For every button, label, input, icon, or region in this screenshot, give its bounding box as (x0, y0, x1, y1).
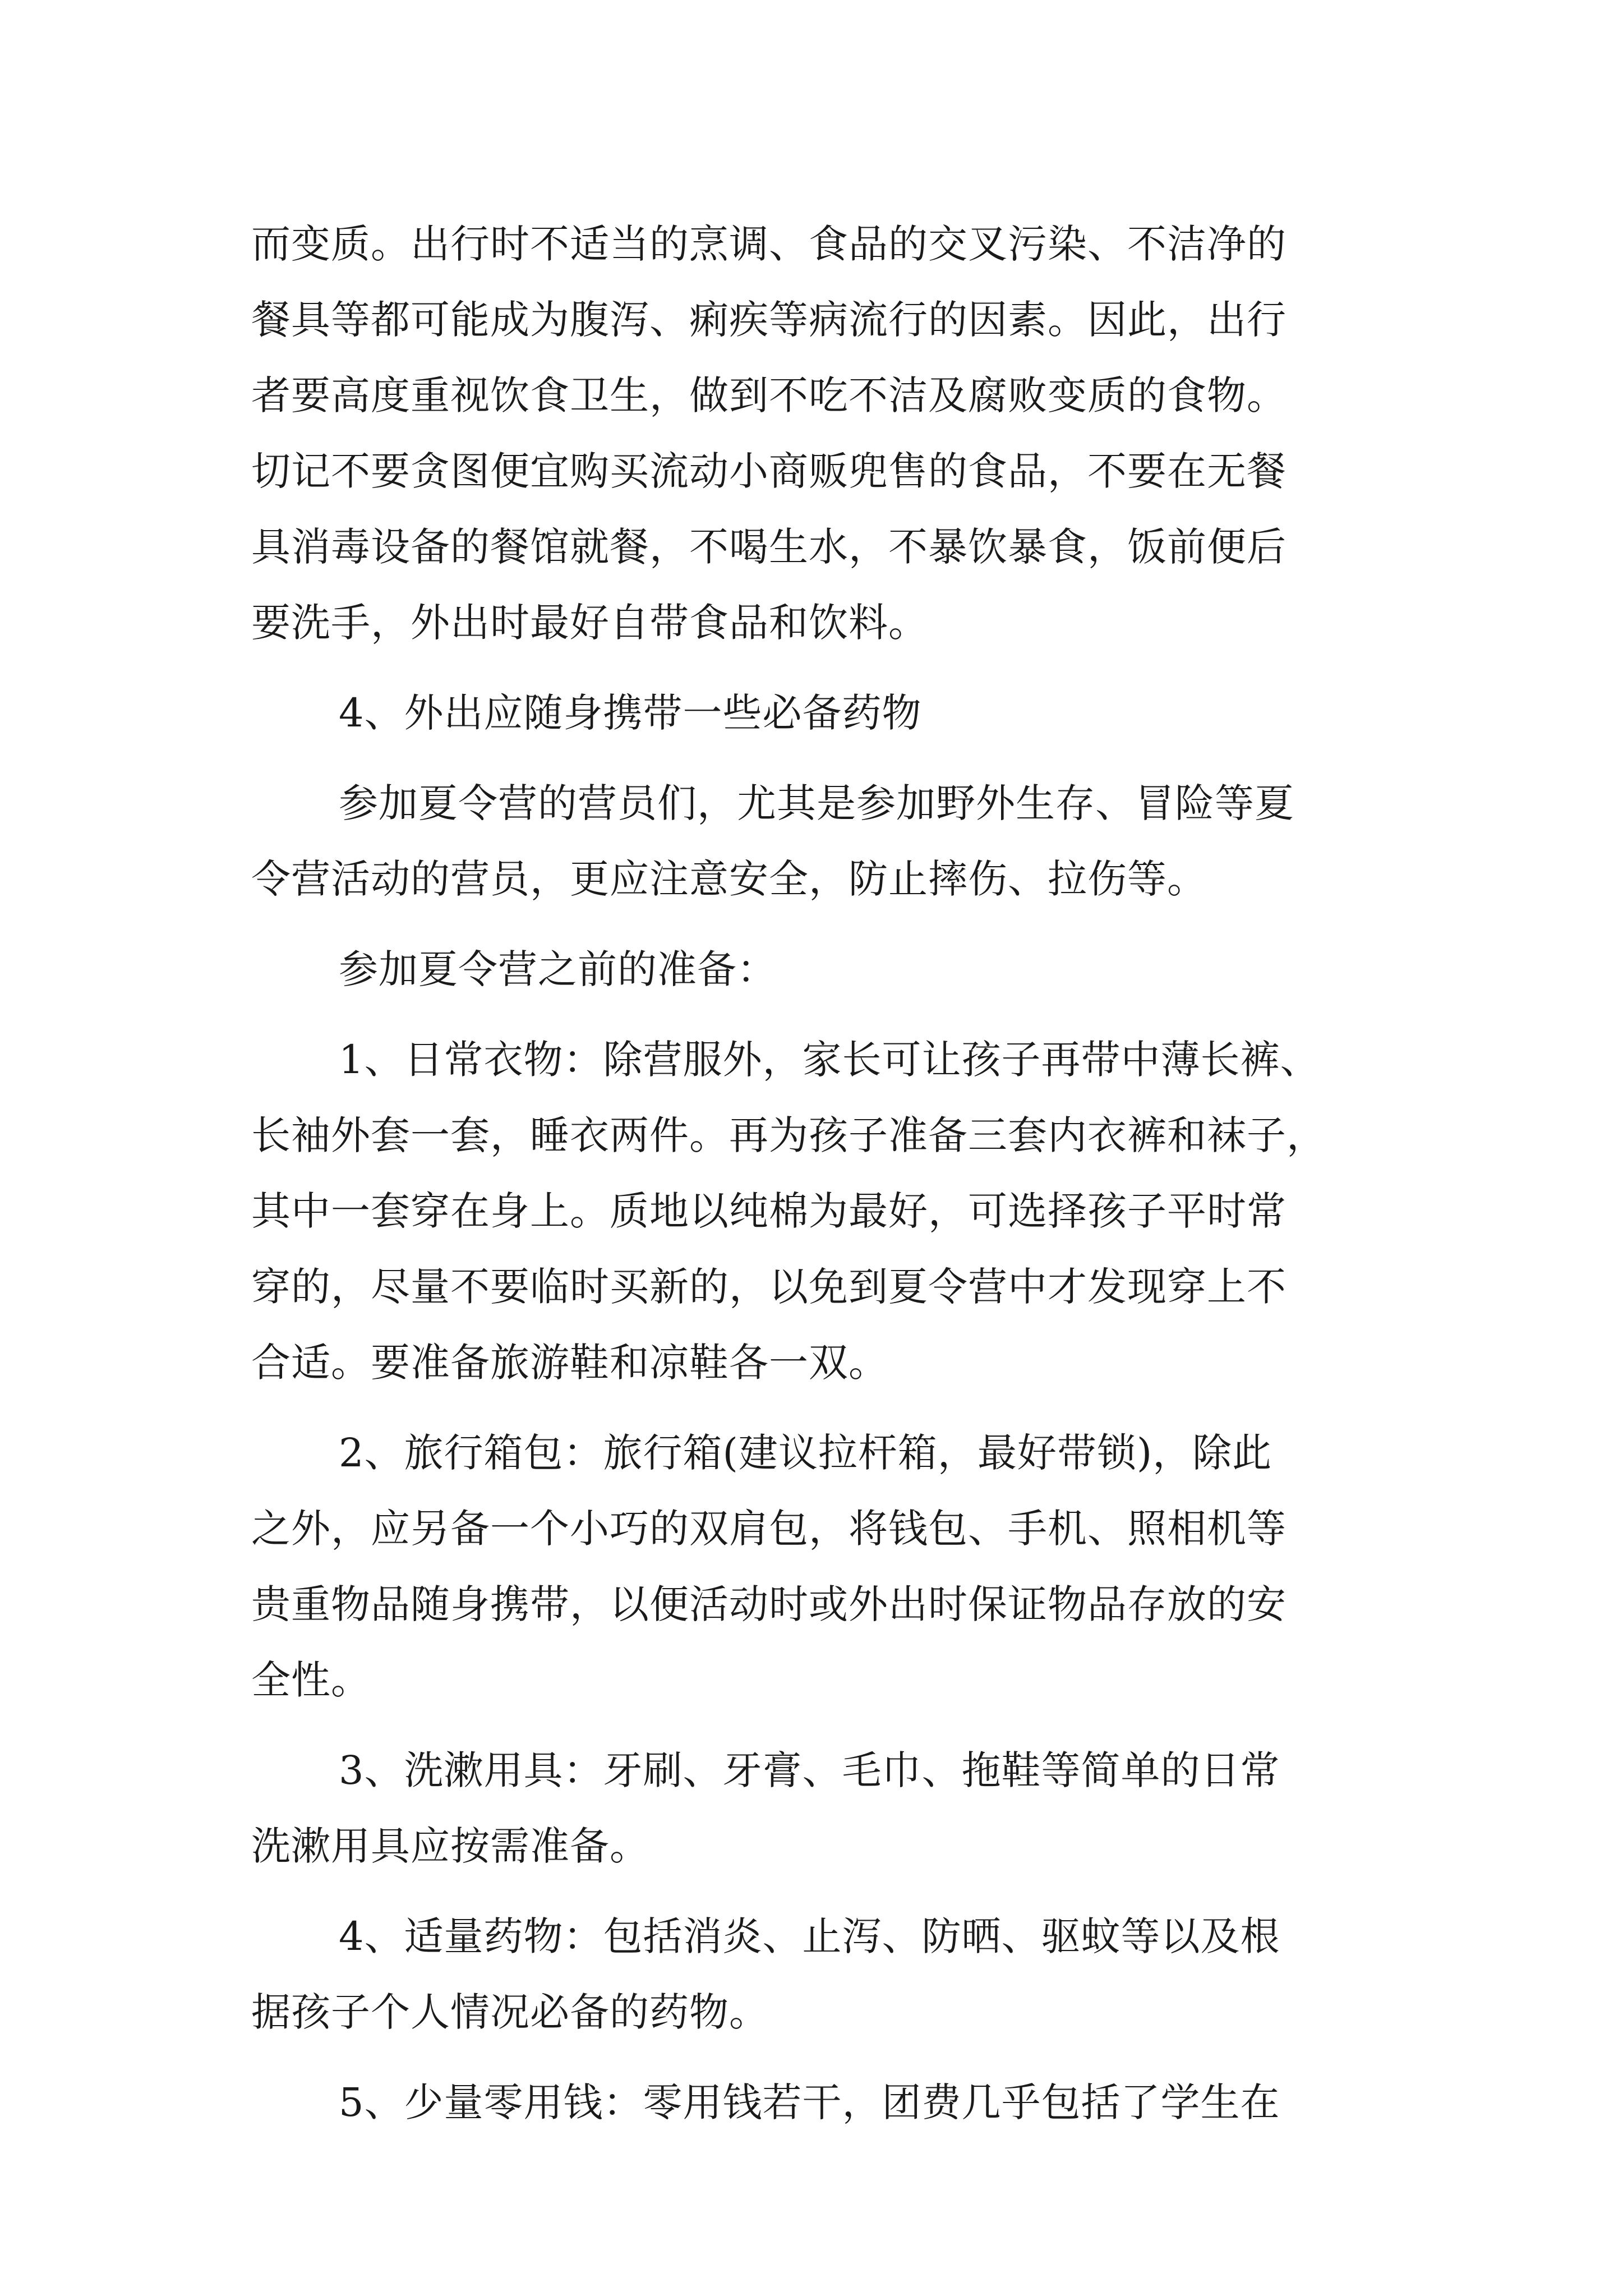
text-line: 者要高度重视饮食卫生，做到不吃不洁及腐败变质的食物。 (251, 372, 1287, 418)
text-line: 切记不要贪图便宜购买流动小商贩兜售的食品，不要在无餐 (251, 448, 1287, 494)
text-line: 洗漱用具应按需准备。 (251, 1823, 649, 1869)
text-line: 要洗手，外出时最好自带食品和饮料。 (251, 600, 928, 646)
text-line: 穿的，尽量不要临时买新的，以免到夏令营中才发现穿上不 (251, 1264, 1287, 1310)
list-item-first-line: 1、日常衣物：除营服外，家长可让孩子再带中薄长裤、 (339, 1037, 1320, 1083)
text-line: 其中一套穿在身上。质地以纯棉为最好，可选择孩子平时常 (251, 1188, 1287, 1234)
text-line: 长袖外套一套，睡衣两件。再为孩子准备三套内衣裤和袜子， (251, 1112, 1326, 1158)
text-line: 餐具等都可能成为腹泻、痢疾等病流行的因素。因此，出行 (251, 297, 1287, 343)
text-line: 具消毒设备的餐馆就餐，不喝生水，不暴饮暴食，饭前便后 (251, 524, 1287, 570)
text-line: 而变质。出行时不适当的烹调、食品的交叉污染、不洁净的 (251, 221, 1287, 267)
text-line: 令营活动的营员，更应注意安全，防止摔伤、拉伤等。 (251, 856, 1207, 902)
section-heading: 参加夏令营之前的准备： (339, 946, 777, 992)
text-line: 合适。要准备旅游鞋和凉鞋各一双。 (251, 1340, 888, 1386)
text-body (251, 206, 1423, 2141)
text-line: 之外，应另备一个小巧的双肩包，将钱包、手机、照相机等 (251, 1506, 1287, 1552)
text-line: 贵重物品随身携带，以便活动时或外出时保证物品存放的安 (251, 1581, 1287, 1627)
list-item-first-line: 3、洗漱用具：牙刷、牙膏、毛巾、拖鞋等简单的日常 (339, 1747, 1280, 1793)
paragraph-first-line: 参加夏令营的营员们，尤其是参加野外生存、冒险等夏 (339, 780, 1294, 826)
text-line: 据孩子个人情况必备的药物。 (251, 1989, 769, 2035)
list-item-first-line: 2、旅行箱包：旅行箱(建议拉杆箱，最好带锁)，除此 (339, 1430, 1272, 1476)
list-item-first-line: 5、少量零用钱：零用钱若干，团费几乎包括了学生在 (339, 2079, 1280, 2125)
section-heading: 4、外出应随身携带一些必备药物 (339, 690, 922, 736)
list-item-first-line: 4、适量药物：包括消炎、止泻、防晒、驱蚊等以及根 (339, 1913, 1280, 1959)
text-line: 全性。 (251, 1657, 371, 1703)
